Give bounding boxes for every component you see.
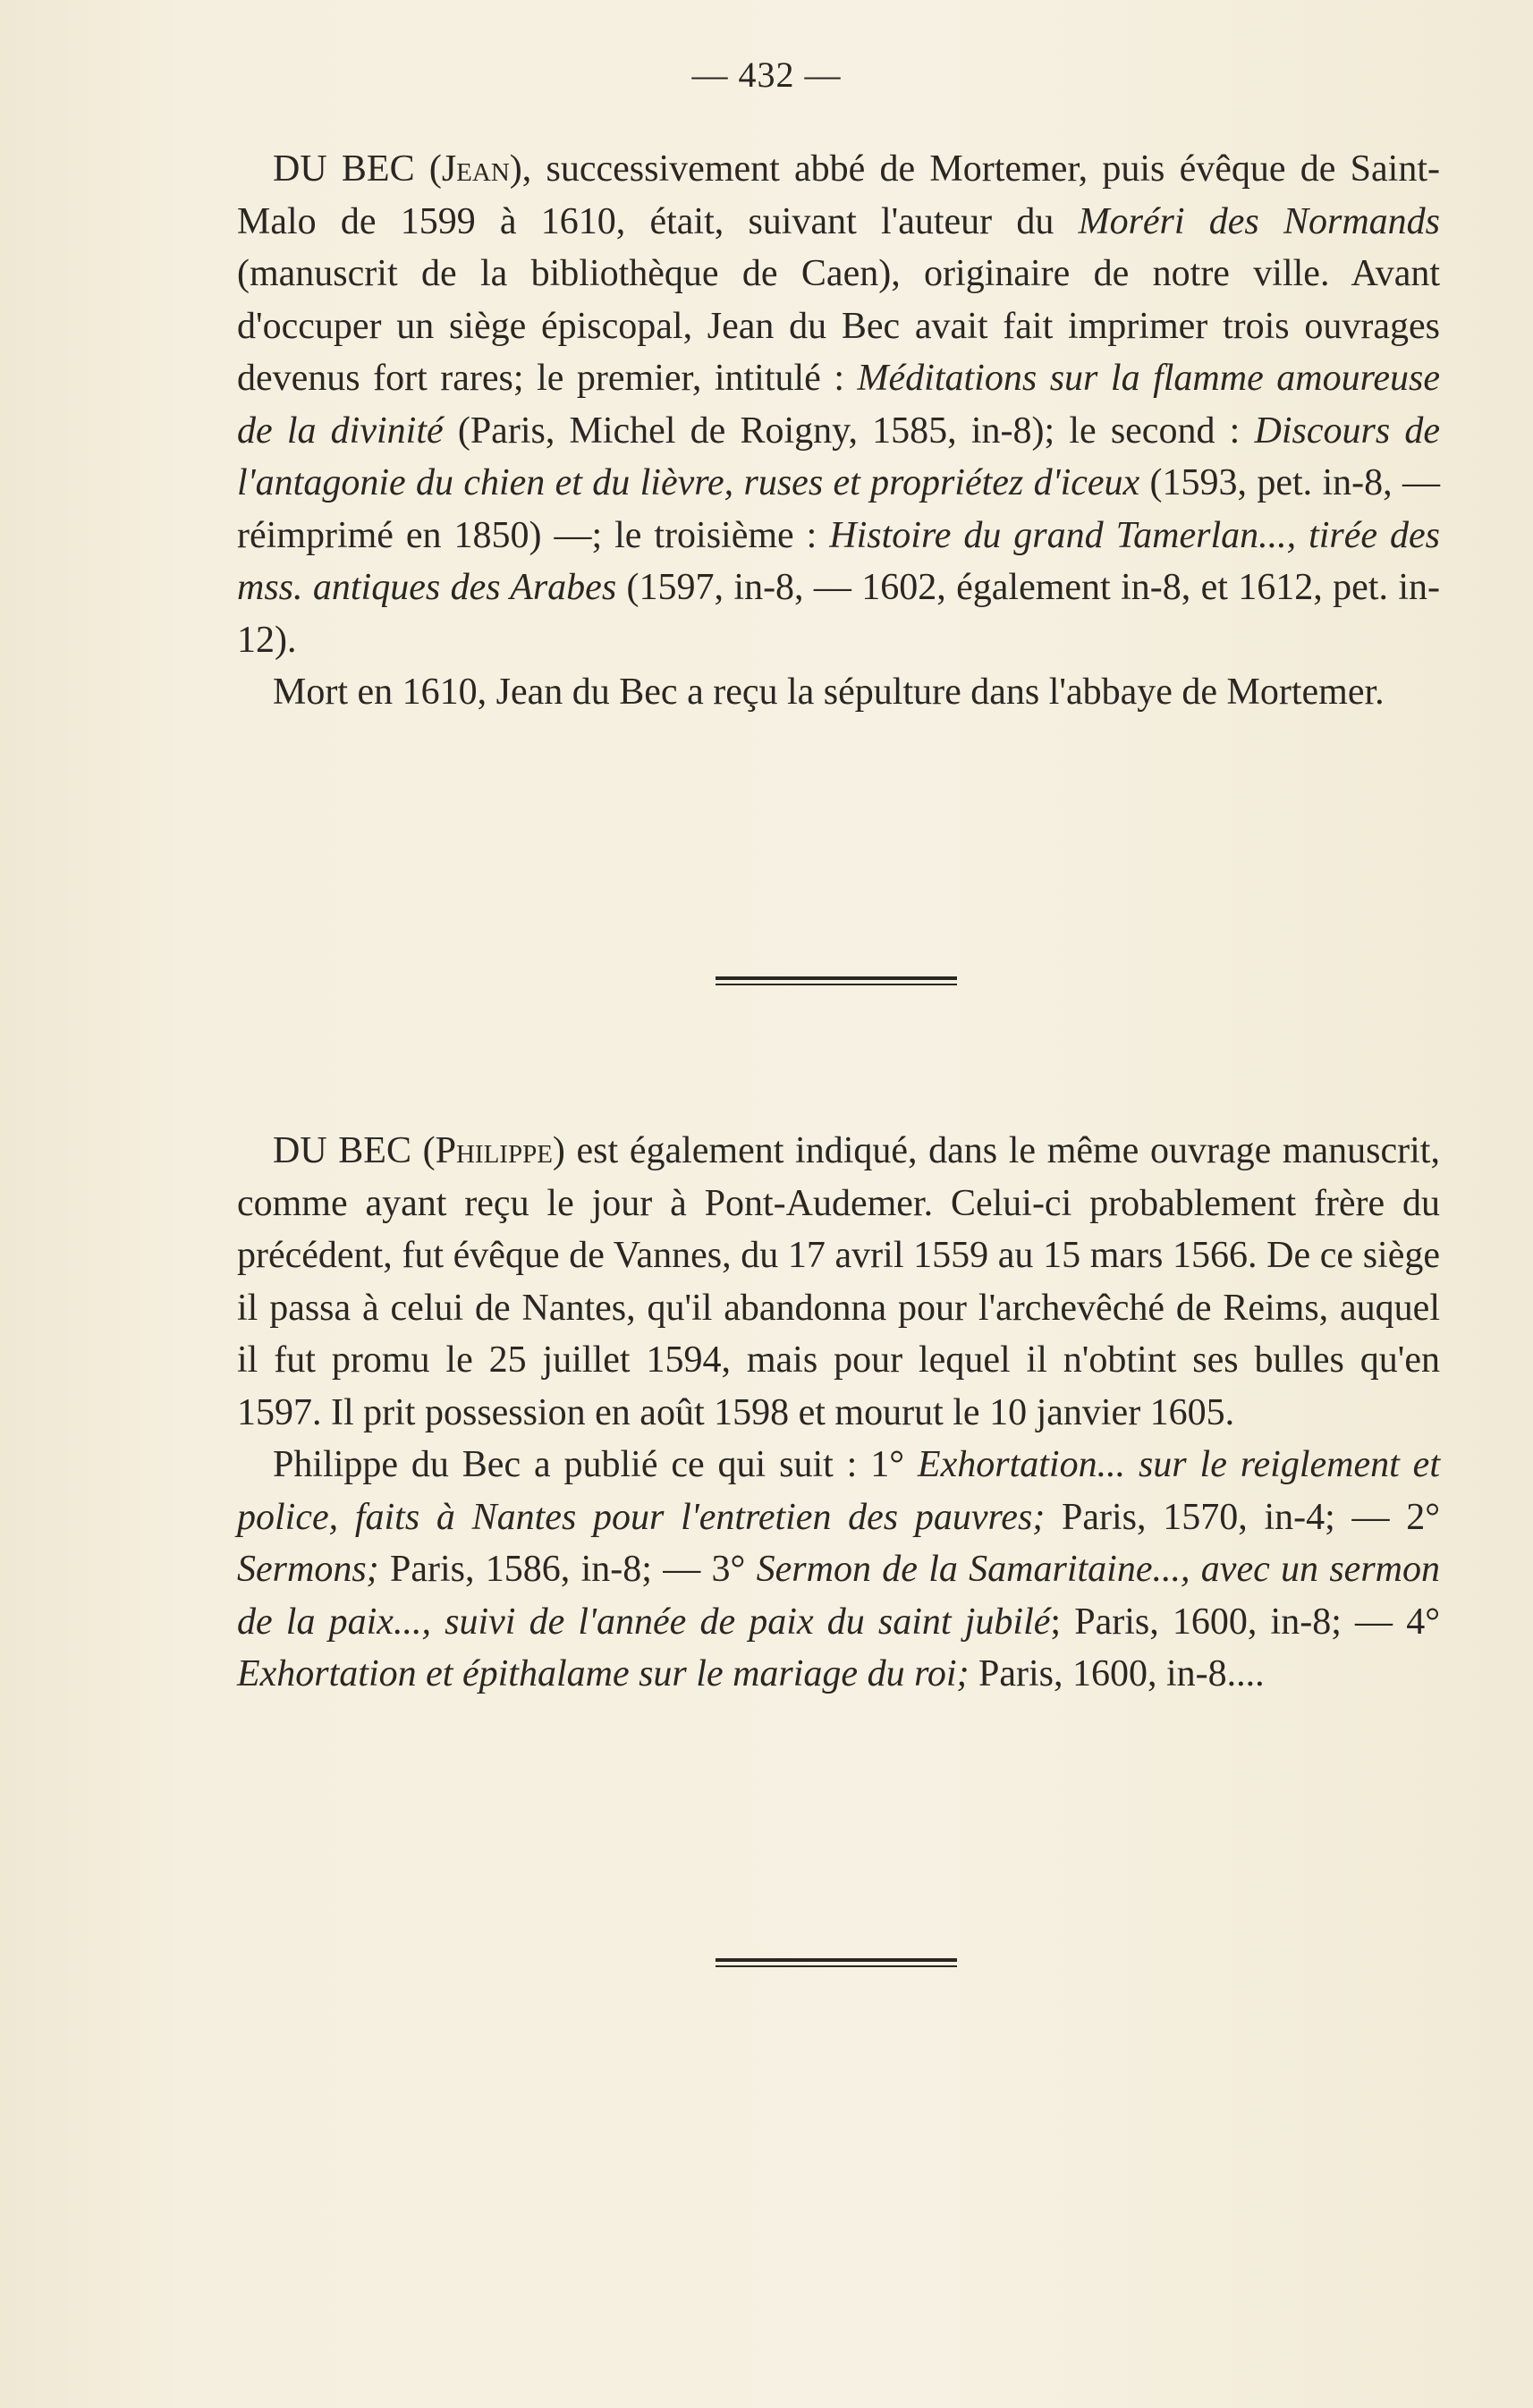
entry-jean-name: DU BEC [273, 148, 415, 190]
text-run: (manuscrit de la bibliothèque de Caen), originaire de notre ville. Avant d'occuper un siège épiscopal, Jean du Bec avait fait imprimer trois ouvrages devenus fort rares; le premier, intitulé : [237, 253, 1440, 399]
text-run: Philippe du Bec a publié ce qui suit : 1° [273, 1444, 918, 1485]
entry-philippe-firstname: Philippe [435, 1130, 553, 1171]
text-run: (Paris, Michel de Roigny, 1585, in-8); le second : [443, 410, 1255, 452]
italic-title-discours: Discours de l'antagonie du chien et du lièvre, ruses et propriétez d'iceux [237, 410, 1441, 503]
section-divider-rule [716, 976, 957, 985]
italic-title-epithalame: Exhortation et épithalame sur le mariage du roi; [237, 1653, 970, 1694]
entry-jean-du-bec [237, 143, 1440, 719]
entry-philippe-paragraph-2 [237, 1439, 1440, 1701]
text-run: (1593, pet. in-8, — réimprimé en 1850) —; le troisième : [237, 462, 1441, 556]
entry-philippe-name: DU BEC [273, 1130, 411, 1171]
italic-title-histoire: Histoire du grand Tamerlan..., tirée des mss. antiques des Arabes [237, 514, 1440, 608]
entry-jean-paragraph-1: DU BEC (Jean), successivement abbé de Mortemer, puis évêque de Saint-Malo de 1599 à 1610, était, suivant l'auteur du Moréri des Normands (manuscrit de la bibliothèque de Caen), originaire de notre ville. Avant d'occuper un siège épiscopal, Jean du Bec avait fait imprimer trois ouvrages devenus fort rares; le premier, intitulé : Méditations sur la flamme amoureuse de la divinité (Paris, Michel de Roigny, 1585, in-8); le second : Discours de l'antagonie du chien et du lièvre, ruses et propriétez d'iceux (1593, pet. in-8, — réimprimé en 1850) —; le troisième : Histoire du grand Tamerlan..., tirée des mss. antiques des Arabes (1597, in-8, — 1602, également in-8, et 1612, pet. in-12). [237, 148, 1441, 661]
italic-title-exhortation: Exhortation... sur le reiglement et police, faits à Nantes pour l'entretien des pauvres; [237, 1444, 1440, 1538]
text-run: Paris, 1570, in-4; — 2° [1045, 1496, 1440, 1538]
entry-philippe-du-bec [237, 1125, 1440, 1701]
entry-jean-firstname: Jean [441, 148, 510, 190]
italic-title-meditations: Méditations sur la flamme amoureuse de la divinité [237, 358, 1440, 452]
text-run: Paris, 1600, in-8.... [969, 1653, 1265, 1694]
italic-title-samaritaine: Sermon de la Samaritaine..., avec un sermon de la paix..., suivi de l'année de paix du saint jubilé [237, 1549, 1440, 1643]
text-run: ; Paris, 1600, in-8; — 4° [1050, 1601, 1440, 1643]
text-run: ) est également indiqué, dans le même ouvrage manuscrit, comme ayant reçu le jour à Pont-Audemer. Celui-ci probablement frère du précédent, fut évêque de Vannes, du 17 avril 1559 au 15 mars 1566. De ce siège il passa à celui de Nantes, qu'il abandonna pour l'archevêché de Reims, auquel il fut promu le 25 juillet 1594, mais pour lequel il n'obtint ses bulles qu'en 1597. Il prit possession en août 1598 et mourut le 10 janvier 1605. [237, 1130, 1440, 1433]
end-divider-rule [716, 1958, 957, 1967]
italic-title-moreri: Moréri des Normands [1078, 200, 1440, 242]
text-run: ), successivement abbé de Mortemer, puis évêque de Saint-Malo de 1599 à 1610, était, suivant l'auteur du [237, 148, 1440, 242]
italic-title-sermons: Sermons; [237, 1549, 379, 1590]
page-number: — 432 — [691, 55, 842, 95]
entry-philippe-paragraph-1: DU BEC (Philippe) est également indiqué, dans le même ouvrage manuscrit, comme ayant reçu le jour à Pont-Audemer. Celui-ci probablement frère du précédent, fut évêque de Vannes, du 17 avril 1559 au 15 mars 1566. De ce siège il passa à celui de Nantes, qu'il abandonna pour l'archevêché de Reims, auquel il fut promu le 25 juillet 1594, mais pour lequel il n'obtint ses bulles qu'en 1597. Il prit possession en août 1598 et mourut le 10 janvier 1605. [237, 1130, 1440, 1433]
text-run: (1597, in-8, — 1602, également in-8, et 1612, pet. in-12). [237, 567, 1440, 661]
entry-jean-paragraph-2: Mort en 1610, Jean du Bec a reçu la sépulture dans l'abbaye de Mortemer. [273, 672, 1385, 713]
text-run: Paris, 1586, in-8; — 3° [378, 1549, 757, 1590]
